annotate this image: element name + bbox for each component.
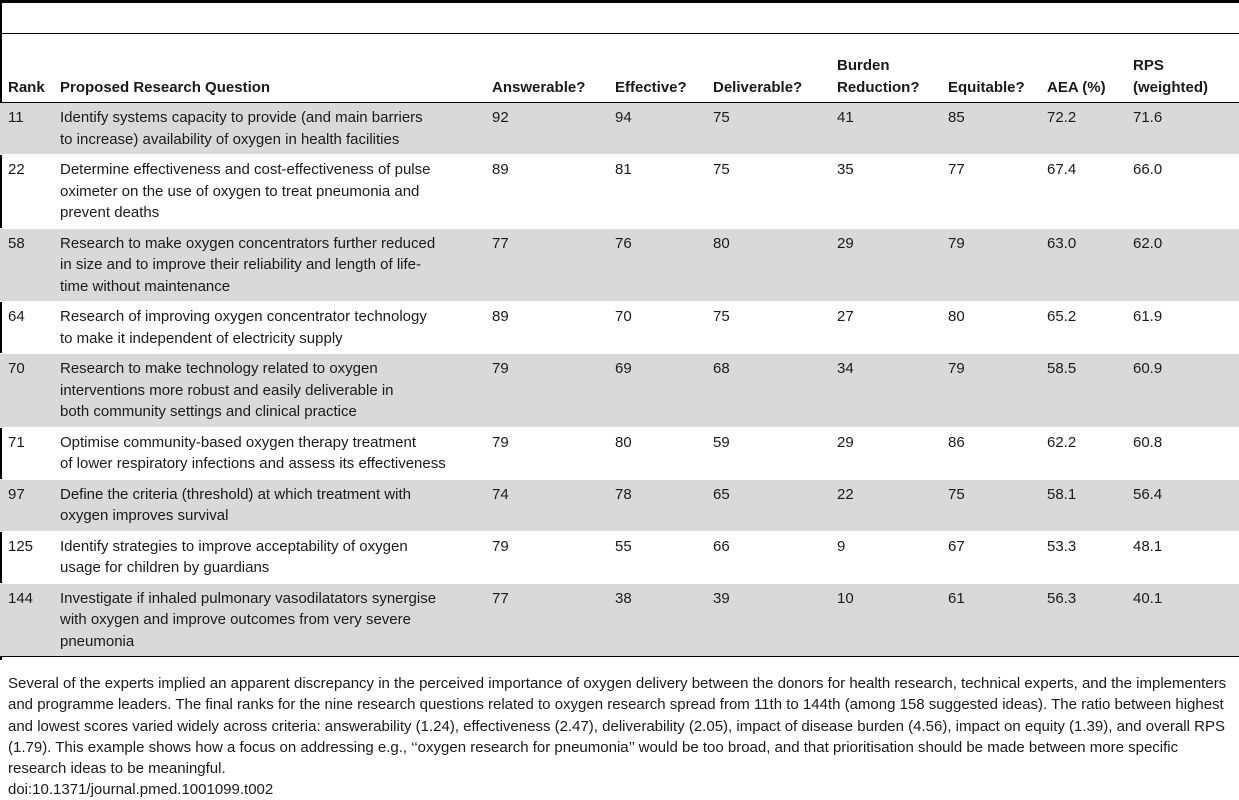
cell-burden: 10 [837, 583, 948, 657]
cell-aea: 67.4 [1047, 155, 1133, 229]
table-row [0, 228, 1239, 302]
cell-rank: 144 [0, 583, 60, 657]
cell-rank: 71 [0, 427, 60, 479]
cell-rps: 61.9 [1133, 302, 1239, 354]
cell-rank: 58 [0, 228, 60, 302]
question-line: oximeter on the use of oxygen to treat pneumonia and [60, 182, 420, 200]
cell-aea: 56.3 [1047, 583, 1133, 657]
header-aea: AEA (%) [1047, 34, 1133, 103]
header-effective: Effective? [615, 34, 713, 103]
cell-question [60, 228, 492, 302]
cell-effective: 69 [615, 354, 713, 428]
table-row [0, 583, 1239, 657]
cell-deliverable: 80 [713, 228, 837, 302]
research-questions-table [0, 34, 1239, 657]
cell-burden: 29 [837, 228, 948, 302]
cell-deliverable: 65 [713, 479, 837, 531]
cell-burden: 34 [837, 354, 948, 428]
question-line: interventions more robust and easily deliverable in [60, 381, 394, 399]
cell-equitable: 75 [948, 479, 1047, 531]
cell-effective: 76 [615, 228, 713, 302]
header-deliverable: Deliverable? [713, 34, 837, 103]
cell-rps: 40.1 [1133, 583, 1239, 657]
cell-aea: 53.3 [1047, 531, 1133, 583]
question-line: oxygen improves survival [60, 507, 229, 524]
table-top-border [0, 0, 1239, 3]
header-question: Proposed Research Question [60, 34, 492, 103]
cell-effective: 70 [615, 302, 713, 354]
header-burden-line2: Reduction? [837, 78, 920, 96]
header-rps-line2: (weighted) [1133, 78, 1208, 96]
cell-rps: 60.9 [1133, 354, 1239, 428]
cell-equitable: 86 [948, 427, 1047, 479]
cell-answerable: 79 [492, 531, 615, 583]
cell-aea: 63.0 [1047, 228, 1133, 302]
header-rps-weighted [1133, 34, 1239, 103]
question-line: Investigate if inhaled pulmonary vasodilatators synergise [60, 589, 437, 607]
cell-question [60, 354, 492, 428]
cell-aea: 58.1 [1047, 479, 1133, 531]
question-line: prevent deaths [60, 204, 160, 221]
cell-rps: 62.0 [1133, 228, 1239, 302]
header-rps-line1: RPS [1133, 57, 1164, 74]
cell-deliverable: 39 [713, 583, 837, 657]
cell-aea: 65.2 [1047, 302, 1133, 354]
cell-effective: 80 [615, 427, 713, 479]
table-row [0, 103, 1239, 155]
question-line: to make it independent of electricity supply [60, 329, 343, 347]
cell-answerable: 79 [492, 354, 615, 428]
question-line: Determine effectiveness and cost-effectiveness of pulse [60, 161, 431, 178]
cell-answerable: 77 [492, 228, 615, 302]
table-row [0, 302, 1239, 354]
question-line: Identify strategies to improve acceptability of oxygen [60, 537, 408, 555]
cell-burden: 22 [837, 479, 948, 531]
cell-effective: 55 [615, 531, 713, 583]
question-line: usage for children by guardians [60, 559, 270, 576]
cell-rps: 56.4 [1133, 479, 1239, 531]
question-line: pneumonia [60, 632, 135, 650]
cell-burden: 41 [837, 103, 948, 155]
cell-question [60, 302, 492, 354]
cell-question [60, 103, 492, 155]
cell-question [60, 479, 492, 531]
table-row [0, 155, 1239, 229]
cell-rps: 66.0 [1133, 155, 1239, 229]
table-footnote: Several of the experts implied an apparent discrepancy in the perceived importance of oxygen delivery between the donors for health research, technical experts, and the implementers and programme leaders. The final ranks for the nine research questions related to oxygen research spread from 11th to 144th (among 158 suggested ideas). The ratio between highest and lowest scores varied widely across criteria: answerability (1.24), effectiveness (2.47), deliverability (2.05), impact of disease burden (4.56), impact on equity (1.39), and overall RPS (1.79). This example shows how a focus on addressing e.g., ‘‘oxygen research for pneumonia’’ would be too broad, and that prioritisation should be made between more specific research ideas to be meaningful. [8, 675, 1227, 778]
cell-question [60, 155, 492, 229]
cell-rank: 97 [0, 479, 60, 531]
cell-answerable: 79 [492, 427, 615, 479]
cell-question [60, 531, 492, 583]
question-line: to increase) availability of oxygen in health facilities [60, 130, 400, 148]
question-line: Research of improving oxygen concentrator technology [60, 308, 427, 325]
doi-label: doi:10.1371/journal.pmed.1001099.t002 [8, 781, 274, 798]
cell-burden: 29 [837, 427, 948, 479]
question-line: in size and to improve their reliability and length of life- [60, 256, 422, 273]
cell-answerable: 89 [492, 302, 615, 354]
cell-equitable: 85 [948, 103, 1047, 155]
header-rank: Rank [0, 34, 60, 103]
cell-burden: 9 [837, 531, 948, 583]
cell-answerable: 89 [492, 155, 615, 229]
cell-burden: 35 [837, 155, 948, 229]
cell-rps: 71.6 [1133, 103, 1239, 155]
cell-rank: 64 [0, 302, 60, 354]
table-row [0, 479, 1239, 531]
cell-equitable: 80 [948, 302, 1047, 354]
cell-answerable: 92 [492, 103, 615, 155]
cell-equitable: 79 [948, 354, 1047, 428]
cell-aea: 58.5 [1047, 354, 1133, 428]
cell-aea: 62.2 [1047, 427, 1133, 479]
cell-effective: 78 [615, 479, 713, 531]
cell-aea: 72.2 [1047, 103, 1133, 155]
question-line: of lower respiratory infections and assess its effectiveness [60, 455, 446, 472]
cell-rank: 22 [0, 155, 60, 229]
cell-effective: 38 [615, 583, 713, 657]
cell-rank: 11 [0, 103, 60, 155]
cell-effective: 81 [615, 155, 713, 229]
cell-question [60, 583, 492, 657]
question-line: time without maintenance [60, 277, 231, 295]
question-line: Identify systems capacity to provide (and main barriers [60, 109, 423, 126]
cell-rps: 48.1 [1133, 531, 1239, 583]
header-burden-reduction [837, 34, 948, 103]
question-line: Define the criteria (threshold) at which treatment with [60, 485, 411, 503]
cell-equitable: 79 [948, 228, 1047, 302]
cell-equitable: 61 [948, 583, 1047, 657]
cell-burden: 27 [837, 302, 948, 354]
cell-answerable: 77 [492, 583, 615, 657]
table-header-row [0, 34, 1239, 103]
question-line: with oxygen and improve outcomes from very severe [60, 611, 411, 628]
cell-deliverable: 59 [713, 427, 837, 479]
cell-answerable: 74 [492, 479, 615, 531]
header-answerable: Answerable? [492, 34, 615, 103]
cell-deliverable: 68 [713, 354, 837, 428]
table-row [0, 531, 1239, 583]
cell-deliverable: 66 [713, 531, 837, 583]
question-line: Optimise community-based oxygen therapy treatment [60, 433, 416, 451]
question-line: both community settings and clinical practice [60, 403, 357, 420]
cell-equitable: 67 [948, 531, 1047, 583]
cell-deliverable: 75 [713, 302, 837, 354]
cell-deliverable: 75 [713, 155, 837, 229]
question-line: Research to make technology related to oxygen [60, 360, 378, 377]
cell-question [60, 427, 492, 479]
question-line: Research to make oxygen concentrators further reduced [60, 234, 436, 252]
header-burden-line1: Burden [837, 57, 890, 74]
header-equitable: Equitable? [948, 34, 1047, 103]
table-row [0, 427, 1239, 479]
cell-effective: 94 [615, 103, 713, 155]
cell-deliverable: 75 [713, 103, 837, 155]
cell-equitable: 77 [948, 155, 1047, 229]
cell-rps: 60.8 [1133, 427, 1239, 479]
cell-rank: 125 [0, 531, 60, 583]
cell-rank: 70 [0, 354, 60, 428]
table-row [0, 354, 1239, 428]
